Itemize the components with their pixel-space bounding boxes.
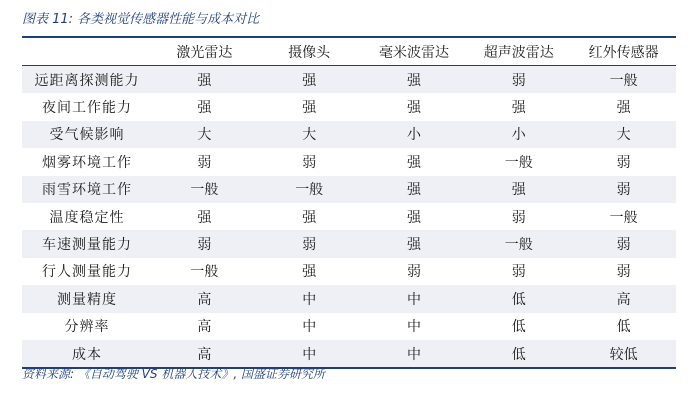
table-cell: 一般 [257,176,362,203]
table-cell: 弱 [197,154,212,171]
table-cell: 中 [362,285,467,312]
table-cell: 强 [406,100,421,117]
figure-caption: 图表 11: 各类视觉传感器性能与成本对比 [22,12,260,27]
table-cell: 一般 [152,176,257,203]
row-label: 分辨率 [64,319,110,336]
column-header: 超声波雷达 [483,44,554,61]
table-cell: 一般 [190,264,219,281]
row-label: 测量精度 [22,285,152,312]
table-cell: 高 [571,285,676,312]
table-cell: 小 [362,121,467,148]
table-cell: 低 [466,340,571,368]
table-cell: 较低 [571,340,676,368]
table-cell: 强 [302,264,317,281]
table-row [22,176,676,203]
column-header: 激光雷达 [176,44,233,61]
table-cell: 弱 [466,66,571,94]
table-cell: 弱 [616,154,631,171]
table-cell: 弱 [616,264,631,281]
table-row [22,285,676,312]
table-cell: 强 [152,66,257,94]
column-header [22,37,152,66]
table-row [22,258,676,285]
table-row [22,230,676,257]
source-note: 资料来源: 《自动驾驶 VS 机器人技术》, 国盛证券研究所 [22,367,325,381]
table-cell: 一般 [466,230,571,257]
table-cell: 大 [257,121,362,148]
row-label: 温度稳定性 [49,209,125,226]
row-label: 夜间工作能力 [42,100,132,117]
table-row [22,203,676,230]
table-cell: 弱 [511,209,526,226]
table-cell: 强 [406,154,421,171]
row-label: 远距离探测能力 [22,66,152,94]
table-cell: 高 [152,285,257,312]
row-label: 烟雾环境工作 [42,154,132,171]
row-label: 雨雪环境工作 [22,176,152,203]
row-label: 行人测量能力 [42,264,132,281]
table-cell: 弱 [257,230,362,257]
table-cell: 弱 [152,230,257,257]
table-cell: 一般 [609,209,638,226]
table-cell: 一般 [571,66,676,94]
table-row [22,313,676,340]
table-cell: 中 [406,319,421,336]
table-cell: 强 [257,66,362,94]
table-cell: 弱 [571,176,676,203]
table-row [22,121,676,148]
table-cell: 强 [406,209,421,226]
table-cell: 高 [152,340,257,368]
table-cell: 强 [511,100,526,117]
table-cell: 强 [616,100,631,117]
table-cell: 中 [302,319,317,336]
comparison-table [22,36,676,369]
table-cell: 弱 [302,154,317,171]
table-cell: 强 [197,209,212,226]
table-cell: 低 [616,319,631,336]
table-cell: 低 [466,285,571,312]
row-label: 成本 [22,340,152,368]
table-cell: 强 [302,100,317,117]
table-cell: 强 [362,176,467,203]
table-cell: 强 [362,230,467,257]
table-cell: 一般 [504,154,533,171]
table-cell: 弱 [406,264,421,281]
column-header: 红外传感器 [588,44,659,61]
table-cell: 大 [571,121,676,148]
table-cell: 高 [197,319,212,336]
table-row [22,93,676,120]
table-cell: 小 [466,121,571,148]
row-label: 车速测量能力 [22,230,152,257]
table-cell: 大 [152,121,257,148]
table-cell: 中 [257,285,362,312]
table-cell: 强 [362,66,467,94]
table-cell: 强 [302,209,317,226]
row-label: 受气候影响 [22,121,152,148]
table-row [22,148,676,175]
table-header-row [22,37,676,66]
table-cell: 强 [197,100,212,117]
table-cell: 中 [362,340,467,368]
column-header: 毫米波雷达 [378,44,449,61]
table-cell: 中 [257,340,362,368]
column-header: 摄像头 [288,44,331,61]
table-cell: 弱 [571,230,676,257]
table-cell: 低 [511,319,526,336]
table-row [22,66,676,94]
table-cell: 强 [466,176,571,203]
table-cell: 弱 [511,264,526,281]
